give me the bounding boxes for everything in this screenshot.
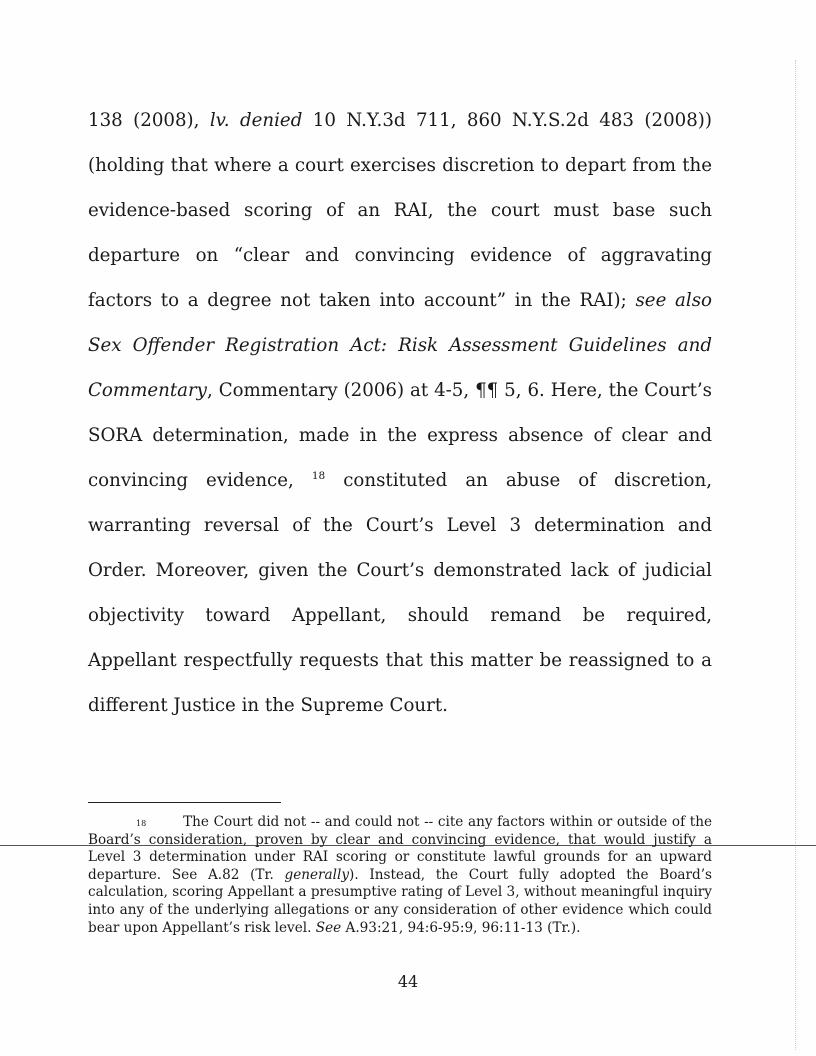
text-run: constituted an abuse of discretion, warranting reversal of the Court’s Level 3 determination and Order. Moreover, given the Court’s demonstrated lack of judicial objectivity toward Appellant, should remand be required, Appellant respectfully requests that this matter be reassigned to a different Justice in the Supreme Court. [88,470,712,716]
text-run: ). Instead, the Court fully adopted the Board’s calculation, scoring Appellant a presumptive rating of Level 3, without meaningful inquiry into any of the underlying allegations or any consideration of other evidence which could bear upon Appellant’s risk level. [88,866,712,936]
text-run: 138 (2008), [88,110,210,131]
text-run: The Court did not -- and could not -- cite any factors within or outside of the Board’s consideration, proven by clear and convincing evidence, that would justify a Level 3 determination under RAI scoring or constitute lawful grounds for an upward departure. See A.82 (Tr. [88,814,712,883]
footnote-marker: 18 [136,819,147,828]
page-number: 44 [397,972,419,991]
scan-edge-line [795,60,796,1050]
text-run: A.93:21, 94:6-95:9, 96:11-13 (Tr.). [341,919,581,936]
italic-run: generally [284,866,350,883]
text-run: 10 N.Y.3d 711, 860 N.Y.S.2d 483 (2008)) (holding that where a court exercises discretion to depart from the evidence-based scoring of an RAI, the court must base such departure on “clear and convincing evidence of aggravating factors to a degree not taken into account” in the RAI); [88,110,712,311]
paragraph [88,98,712,728]
text-run: , Commentary (2006) at 4-5, ¶¶ 5, 6. Here, the Court’s SORA determination, made in the express absence of clear and convincing evidence, [88,380,712,491]
guidelines-title-italic: see also Sex Offender Registration Act: Risk Assessment Guidelines and Commentary [88,290,712,401]
footnote-separator [88,802,281,803]
italic-run: See [315,919,342,936]
footnote-18 [88,814,712,937]
footnote-reference[interactable]: 18 [311,469,326,482]
body-paragraph [88,98,712,728]
footnote-text [88,814,712,937]
case-history-italic: lv. denied [209,110,303,131]
